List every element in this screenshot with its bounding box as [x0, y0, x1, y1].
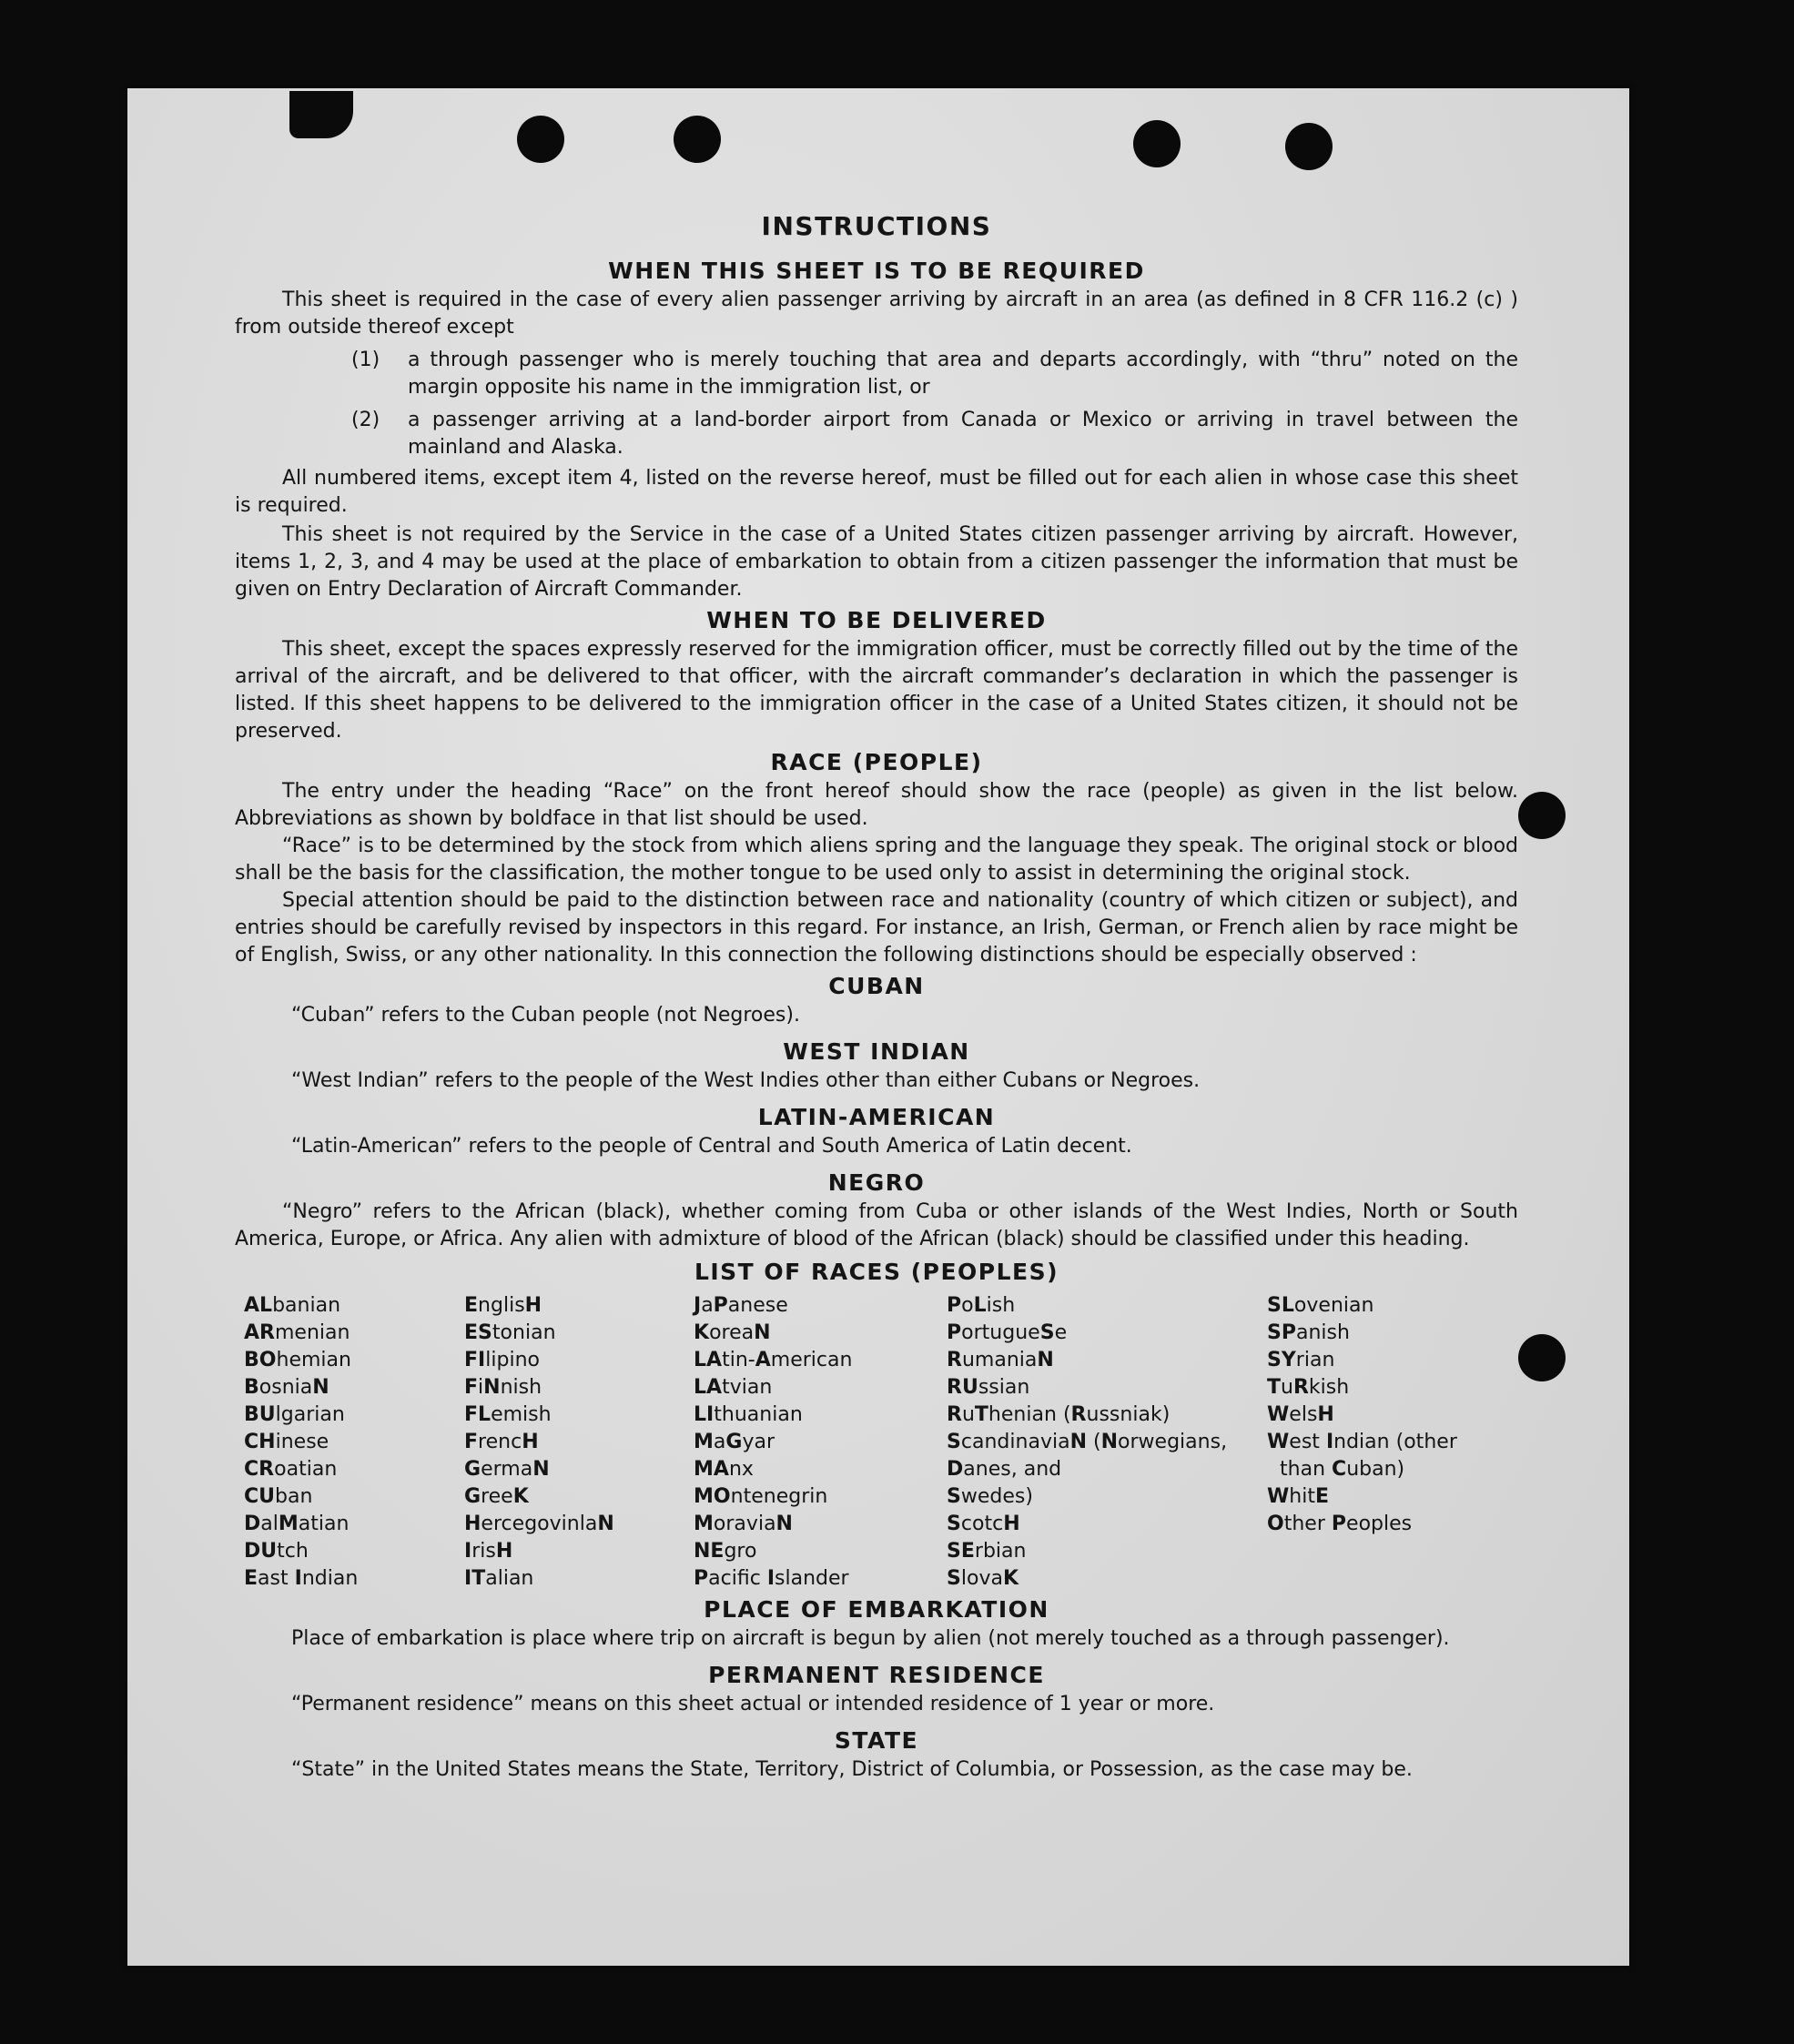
race-entry: BUlgarian — [244, 1403, 345, 1426]
race-entry: Other Peoples — [1267, 1513, 1413, 1535]
embarkation-definition: Place of embarkation is place where trip on aircraft is begun by alien (not merely touched as a through passenger). — [291, 1627, 1450, 1650]
heading-latin-american: LATIN-AMERICAN — [757, 1104, 996, 1130]
race-entry: BOhemian — [244, 1349, 351, 1371]
punch-hole — [1518, 792, 1566, 839]
punch-hole — [1285, 123, 1333, 170]
race-entry: PoLish — [947, 1294, 1016, 1317]
race-entry: EnglisH — [464, 1294, 542, 1317]
exception-number: (2) — [351, 409, 380, 431]
races-list — [244, 1292, 1518, 1593]
torn-corner — [289, 91, 353, 138]
race-entry: MoraviaN — [694, 1513, 793, 1535]
race-entry: ARmenian — [244, 1321, 350, 1344]
heading-permanent-residence: PERMANENT RESIDENCE — [708, 1662, 1045, 1688]
race-entry: CHinese — [244, 1431, 329, 1453]
race-entry: LAtin-American — [694, 1349, 853, 1371]
race-entry: SErbian — [947, 1540, 1027, 1563]
instructions-body — [235, 211, 1518, 1784]
cuban-definition: “Cuban” refers to the Cuban people (not Negroes). — [291, 1004, 800, 1027]
exception-text: a through passenger who is merely touching that area and departs accordingly, with “thru” noted on the margin opposite his name in the immigration list, or — [408, 349, 1518, 399]
race-entry: EStonian — [464, 1321, 556, 1344]
race-entry: Swedes) — [947, 1485, 1033, 1508]
race-entry: Danes, and — [947, 1458, 1062, 1481]
races-column — [947, 1292, 1267, 1593]
citizen-paragraph: This sheet is not required by the Service in the case of a United States citizen passenger arriving by aircraft. However, items 1, 2, 3, and 4 may be used at the place of embarkation to obtain from a citizen passenger the information that must be given on Entry Declaration of Aircraft Commander. — [235, 523, 1518, 601]
races-column — [1267, 1292, 1527, 1593]
race-entry: SLovenian — [1267, 1294, 1374, 1317]
exception-text: a passenger arriving at a land-border airport from Canada or Mexico or arriving in travel between the mainland and Alaska. — [408, 409, 1518, 459]
race-entry: DUtch — [244, 1540, 309, 1563]
required-intro: This sheet is required in the case of every alien passenger arriving by aircraft in an area (as defined in 8 CFR 116.2 (c) ) from outside thereof except — [235, 288, 1518, 339]
delivered-paragraph: This sheet, except the spaces expressly reserved for the immigration officer, must be correctly filled out by the time of the arrival of the aircraft, and be delivered to that officer, with the aircraft commander’s declaration in which the passenger is listed. If this sheet happens to be delivered to the immigration officer in the case of a United States citizen, it should not be preserved. — [235, 638, 1518, 743]
race-paragraph: The entry under the heading “Race” on the front hereof should show the race (people) as given in the list below. Abbreviations as shown by boldface in that list should be used. — [235, 780, 1518, 830]
race-entry: FrencH — [464, 1431, 539, 1453]
races-column — [464, 1292, 694, 1593]
race-entry: FIlipino — [464, 1349, 540, 1371]
races-column — [694, 1292, 947, 1593]
race-paragraph: Special attention should be paid to the distinction between race and nationality (country of which citizen or subject), and entries should be carefully revised by inspectors in this regard. For instance, an Irish, German, or French alien by race might be of English, Swiss, or any other nationality. In this connection the following distinctions should be especially observed : — [235, 889, 1518, 966]
race-entry: LAtvian — [694, 1376, 773, 1399]
race-entry: BosniaN — [244, 1376, 329, 1399]
latin-american-definition: “Latin-American” refers to the people of Central and South America of Latin decent. — [291, 1135, 1132, 1158]
exception-item — [351, 347, 1518, 401]
race-entry: SYrian — [1267, 1349, 1335, 1371]
heading-negro: NEGRO — [827, 1169, 926, 1196]
race-paragraph: “Race” is to be determined by the stock from which aliens spring and the language they speak. The original stock or blood shall be the basis for the classification, the mother tongue to be used only to assist in determining the original stock. — [235, 835, 1518, 885]
race-entry: MaGyar — [694, 1431, 775, 1453]
race-entry: NEgro — [694, 1540, 757, 1563]
west-indian-definition: “West Indian” refers to the people of the West Indies other than either Cubans or Negroes. — [291, 1069, 1201, 1092]
race-entry: than Cuban) — [1280, 1458, 1405, 1481]
race-entry: MOntenegrin — [694, 1485, 828, 1508]
heading-cuban: CUBAN — [828, 973, 925, 999]
punch-hole — [674, 116, 721, 163]
heading-place-of-embarkation: PLACE OF EMBARKATION — [704, 1596, 1049, 1623]
race-entry: GermaN — [464, 1458, 550, 1481]
race-entry: IrisH — [464, 1540, 513, 1563]
race-entry: RUssian — [947, 1376, 1030, 1399]
race-entry: ScotcH — [947, 1513, 1020, 1535]
race-entry: DalMatian — [244, 1513, 350, 1535]
punch-hole — [1133, 120, 1181, 167]
race-entry: CRoatian — [244, 1458, 338, 1481]
race-entry: KoreaN — [694, 1321, 771, 1344]
race-entry: WelsH — [1267, 1403, 1334, 1426]
race-entry: ScandinaviaN (Norwegians, — [947, 1431, 1228, 1453]
race-entry: WhitE — [1267, 1485, 1330, 1508]
negro-definition: “Negro” refers to the African (black), whether coming from Cuba or other islands of the West Indies, North or South America, Europe, or Africa. Any alien with admixture of blood of the African (black) should be classified under this heading. — [235, 1200, 1518, 1250]
exception-number: (1) — [351, 349, 380, 371]
race-entry: SPanish — [1267, 1321, 1350, 1344]
race-entry: SlovaK — [947, 1567, 1019, 1590]
race-entry: ALbanian — [244, 1294, 341, 1317]
heading-race: RACE (PEOPLE) — [770, 749, 983, 775]
race-entry: West Indian (other — [1267, 1431, 1457, 1453]
race-entry: TuRkish — [1267, 1376, 1350, 1399]
race-entry: MAnx — [694, 1458, 754, 1481]
race-entry: FiNnish — [464, 1376, 542, 1399]
heading-west-indian: WEST INDIAN — [783, 1038, 970, 1065]
exception-item — [351, 407, 1518, 461]
race-entry: GreeK — [464, 1485, 529, 1508]
race-entry: LIthuanian — [694, 1403, 803, 1426]
race-entry: HercegovinlaN — [464, 1513, 614, 1535]
race-entry: Pacifc Islander — [694, 1567, 849, 1590]
race-entry: RumaniaN — [947, 1349, 1054, 1371]
page-title: INSTRUCTIONS — [761, 211, 992, 241]
race-entry: East Indian — [244, 1567, 359, 1590]
race-entry: PortugueSe — [947, 1321, 1068, 1344]
residence-definition: “Permanent residence” means on this sheet actual or intended residence of 1 year or more. — [291, 1693, 1215, 1715]
heading-list-of-races: LIST OF RACES (PEOPLES) — [694, 1259, 1059, 1285]
heading-when-required: WHEN THIS SHEET IS TO BE REQUIRED — [608, 258, 1145, 284]
race-entry: CUban — [244, 1485, 313, 1508]
state-definition: “State” in the United States means the State, Territory, District of Columbia, or Possession, as the case may be. — [291, 1758, 1413, 1781]
race-entry: JaPanese — [694, 1294, 788, 1317]
heading-state: STATE — [834, 1727, 919, 1754]
numbered-items-paragraph: All numbered items, except item 4, listed on the reverse hereof, must be filled out for each alien in whose case this sheet is required. — [235, 467, 1518, 517]
race-entry: ITalian — [464, 1567, 534, 1590]
punch-hole — [517, 116, 564, 163]
race-entry: FLemish — [464, 1403, 552, 1426]
heading-when-delivered: WHEN TO BE DELIVERED — [706, 607, 1047, 633]
race-entry: RuThenian (Russniak) — [947, 1403, 1171, 1426]
races-column — [244, 1292, 464, 1593]
